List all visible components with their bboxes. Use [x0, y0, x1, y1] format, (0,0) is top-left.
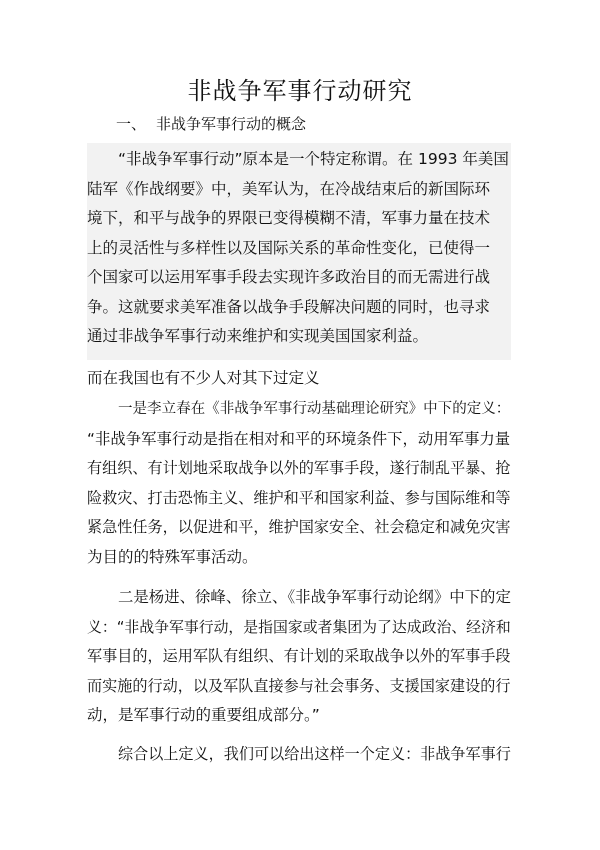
text-line: 二是杨进、徐峰、徐立、《非战争军事行动论纲》中下的定: [118, 588, 511, 606]
text-line: 境下，和平与战争的界限已变得模糊不清，军事力量在技术: [87, 209, 491, 227]
summary-paragraph: [87, 740, 511, 770]
definition-one-paragraph: [87, 395, 511, 572]
text-line: 军事目的，运用军队有组织、有计划的采取战争以外的军事手段: [87, 647, 511, 665]
text-line: 义：“非战争军事行动，是指国家或者集团为了达成政治、经济和: [87, 617, 511, 636]
section-number: 一、: [116, 115, 147, 133]
text-line: 动，是军事行动的重要组成部分。”: [87, 706, 320, 724]
text-line: 险救灾、打击恐怖主义、维护和平和国家利益、参与国际维和等: [87, 488, 511, 507]
text-line: 有组织、有计划地采取战争以外的军事手段，遂行制乱平暴、抢: [87, 459, 511, 477]
text-line: 上的灵活性与多样性以及国际关系的革命性变化，已使得一: [87, 238, 491, 257]
text-line: 而实施的行动，以及军队直接参与社会事务、支援国家建设的行: [87, 676, 511, 695]
text-line: 而在我国也有不少人对其下过定义: [87, 369, 320, 387]
text-line: 陆军《作战纲要》中，美军认为，在冷战结束后的新国际环: [87, 179, 491, 198]
lead-paragraph: [87, 364, 511, 394]
text-line: 一是李立春在《非战争军事行动基础理论研究》中下的定义：: [118, 401, 511, 417]
text-line: “非战争军事行动”原本是一个特定称谓。在 1993 年美国: [118, 150, 509, 168]
text-line: 个国家可以运用军事手段去实现许多政治目的而无需进行战: [87, 268, 491, 286]
definition-two-paragraph: [87, 583, 511, 731]
text-line: “非战争军事行动是指在相对和平的环境条件下，动用军事力量: [87, 429, 511, 448]
text-line: 紧急性任务，以促进和平，维护国家安全、社会稳定和减免灾害: [87, 518, 511, 536]
text-line: 争。这就要求美军准备以战争手段解决问题的同时，也寻求: [87, 297, 491, 316]
section-heading-text: 非战争军事行动的概念: [156, 115, 307, 133]
intro-paragraph: [87, 143, 511, 360]
text-line: 综合以上定义，我们可以给出这样一个定义：非战争军事行: [118, 745, 511, 763]
text-line: 为目的的特殊军事活动。: [87, 547, 258, 566]
text-line: 通过非战争军事行动来维护和实现美国国家利益。: [87, 327, 429, 345]
page-title: 非战争军事行动研究: [187, 77, 413, 105]
section-heading: [116, 112, 306, 136]
